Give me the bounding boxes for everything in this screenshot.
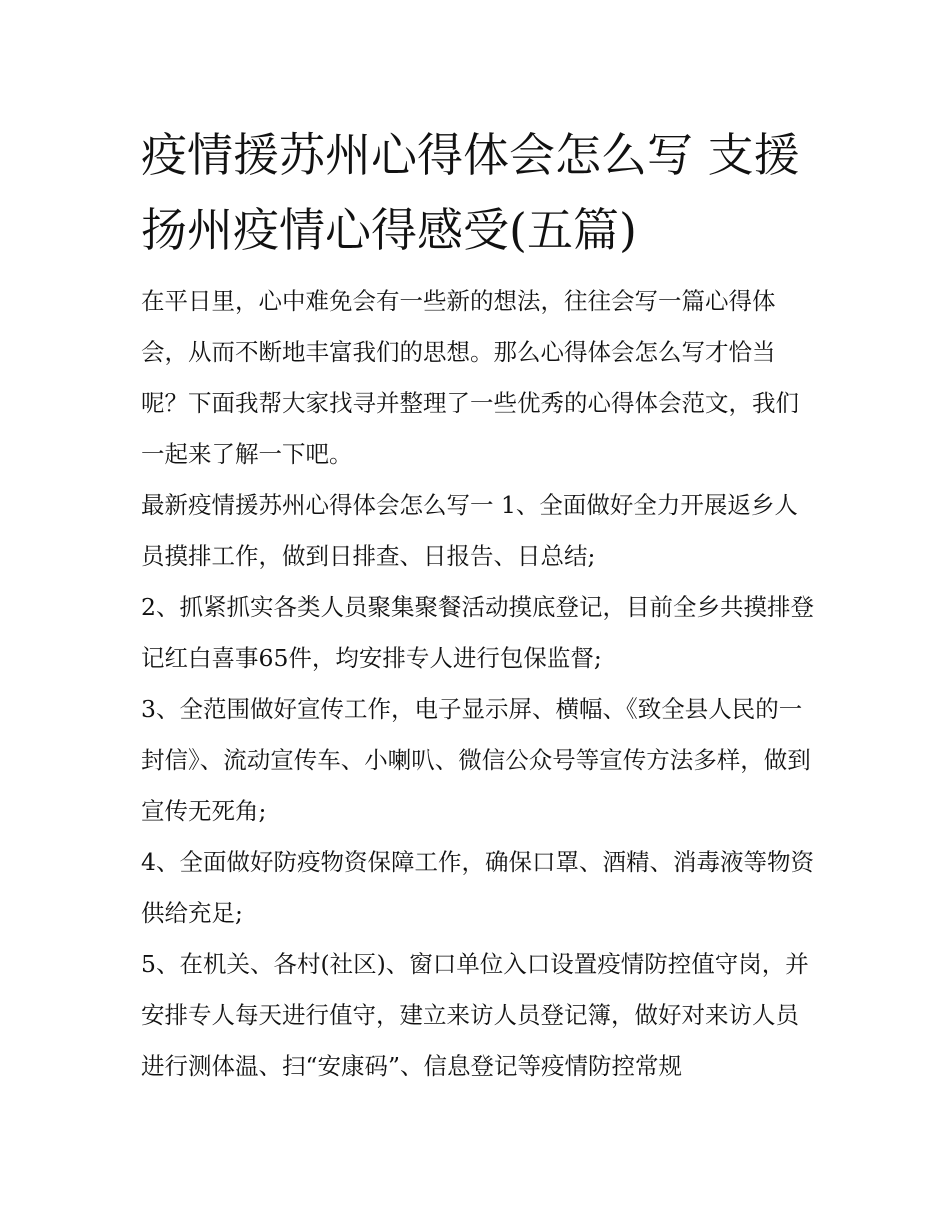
paragraph-3: 3、全范围做好宣传工作，电子显示屏、横幅、《致全县人民的一封信》、流动宣传车、小喇叭、微信公众号等宣传方法多样，做到宣传无死角; [141, 695, 811, 825]
document-title: 疫情援苏州心得体会怎么写 支援扬州疫情心得感受(五篇) [141, 128, 800, 257]
intro-paragraph: 在平日里，心中难免会有一些新的想法，往往会写一篇心得体会，从而不断地丰富我们的思想。那么心得体会怎么写才恰当呢？下面我帮大家找寻并整理了一些优秀的心得体会范文，我们一起来了解一下吧。 [141, 287, 799, 468]
paragraph-4: 4、全面做好防疫物资保障工作，确保口罩、酒精、消毒液等物资供给充足; [141, 848, 814, 927]
paragraph-5: 5、在机关、各村(社区)、窗口单位入口设置疫情防控值守岗，并安排专人每天进行值守，建立来访人员登记簿，做好对来访人员进行测体温、扫“安康码”、信息登记等疫情防控常规 [141, 950, 809, 1080]
paragraph-2: 2、抓紧抓实各类人员聚集聚餐活动摸底登记，目前全乡共摸排登记红白喜事65件，均安排专人进行包保监督; [141, 593, 814, 672]
paragraph-1: 最新疫情援苏州心得体会怎么写一 1、全面做好全力开展返乡人员摸排工作，做到日排查、日报告、日总结; [141, 491, 798, 570]
